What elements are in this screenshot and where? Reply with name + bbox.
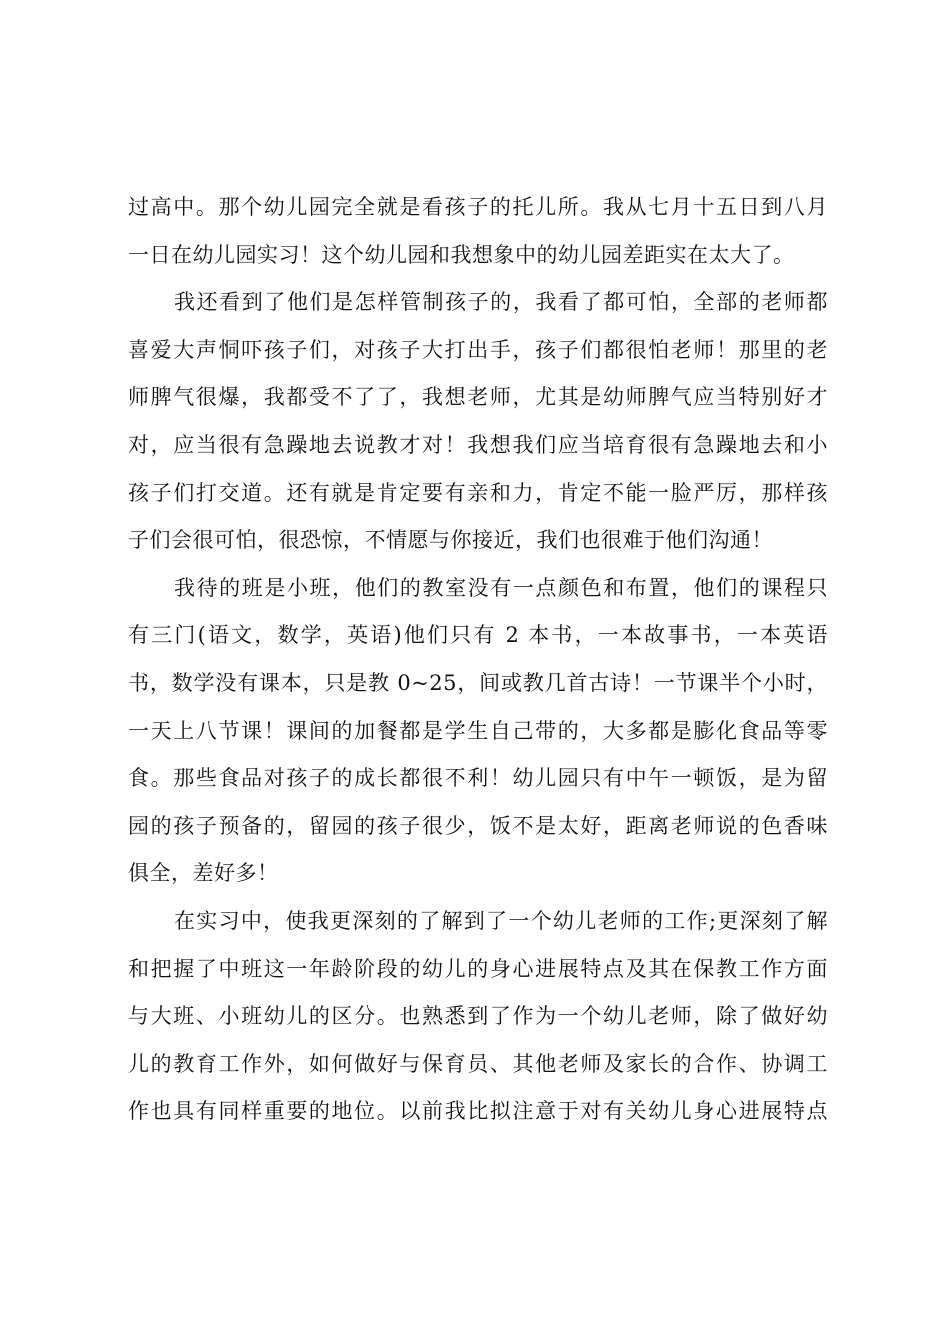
text-line: 书，数学没有课本，只是教 0~25，间或教几首古诗！一节课半个小时， — [128, 670, 828, 695]
text-line: 俱全，差好多！ — [128, 861, 279, 886]
text-line: 在实习中，使我更深刻的了解到了一个幼儿老师的工作;更深刻了解 — [174, 908, 828, 933]
text-line: 园的孩子预备的，留园的孩子很少，饭不是太好，距离老师说的色香味 — [128, 813, 828, 838]
text-line: 与大班、小班幼儿的区分。也熟悉到了作为一个幼儿老师，除了做好幼 — [128, 1004, 828, 1029]
text-line: 一天上八节课！课间的加餐都是学生自己带的，大多都是膨化食品等零 — [128, 718, 828, 743]
paragraph-4 — [128, 898, 828, 1136]
text-line: 子们会很可怕，很恐惊，不情愿与你接近，我们也很难于他们沟通！ — [128, 528, 773, 553]
paragraph-3 — [128, 565, 828, 898]
paragraph-2 — [128, 279, 828, 565]
text-line: 对，应当很有急躁地去说教才对！我想我们应当培育很有急躁地去和小 — [128, 432, 828, 457]
document-body — [128, 184, 828, 1136]
text-line: 有三门(语文，数学，英语)他们只有 2 本书，一本故事书，一本英语 — [128, 623, 828, 648]
text-line: 过高中。那个幼儿园完全就是看孩子的托儿所。我从七月十五日到八月 — [128, 195, 828, 219]
text-line: 孩子们打交道。还有就是肯定要有亲和力，肯定不能一脸严厉，那样孩 — [128, 480, 828, 505]
text-line: 一日在幼儿园实习！这个幼儿园和我想象中的幼儿园差距实在太大了。 — [128, 242, 795, 267]
paragraph-1 — [128, 184, 828, 279]
text-line: 儿的教育工作外，如何做好与保育员、其他老师及家长的合作、协调工 — [128, 1051, 828, 1076]
text-line: 喜爱大声恫吓孩子们，对孩子大打出手，孩子们都很怕老师！那里的老 — [128, 337, 828, 362]
text-line: 师脾气很爆，我都受不了了，我想老师，尤其是幼师脾气应当特别好才 — [128, 385, 828, 410]
text-line: 和把握了中班这一年龄阶段的幼儿的身心进展特点及其在保教工作方面 — [128, 956, 828, 981]
text-line: 我还看到了他们是怎样管制孩子的，我看了都可怕，全部的老师都 — [174, 290, 828, 315]
text-line: 作也具有同样重要的地位。以前我比拟注意于对有关幼儿身心进展特点 — [128, 1099, 828, 1124]
text-line: 食。那些食品对孩子的成长都很不利！幼儿园只有中午一顿饭，是为留 — [128, 766, 828, 791]
text-line: 我待的班是小班，他们的教室没有一点颜色和布置，他们的课程只 — [174, 575, 828, 600]
